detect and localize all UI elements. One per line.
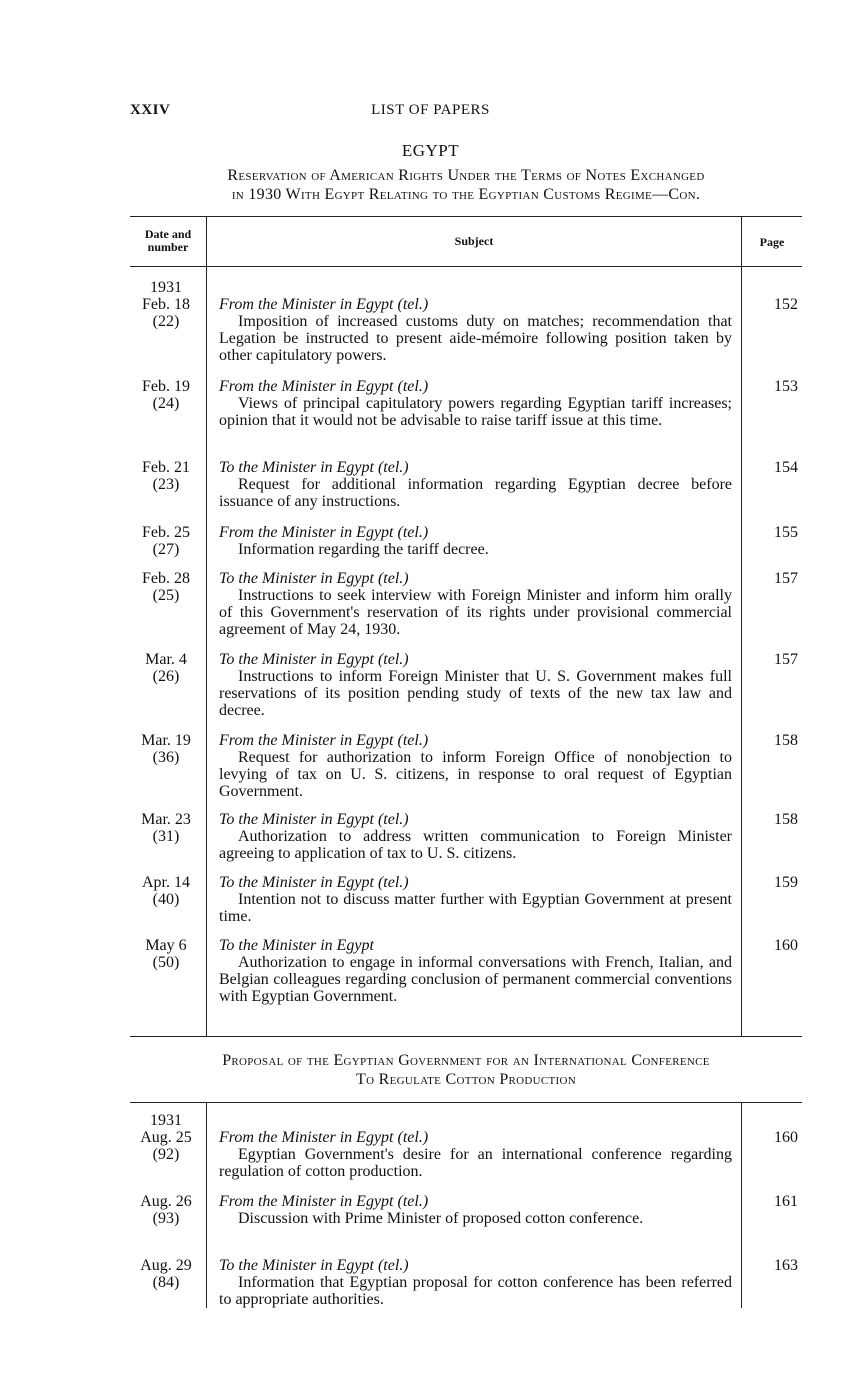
section-title-line: in 1930 With Egypt Relating to the Egyptian Customs Regime—Con.	[231, 186, 701, 203]
running-title: LIST OF PAPERS	[371, 102, 490, 118]
section-title-line: Reservation of American Rights Under the Terms of Notes Exchanged	[227, 167, 705, 184]
entry-subject	[219, 1193, 732, 1227]
section-title	[128, 166, 804, 204]
entry-date	[124, 524, 208, 558]
table-top-rule	[130, 1102, 802, 1103]
entry-date	[124, 1129, 208, 1163]
document-number: (26)	[152, 668, 180, 685]
entry-sender: To the Minister in Egypt (tel.)	[219, 570, 409, 587]
entry-sender: From the Minister in Egypt (tel.)	[219, 1129, 429, 1146]
entry-description: Imposition of increased customs duty on matches; recommendation that Legation be instructed to present aide-mémoire following position taken by other capitulatory powers.	[219, 313, 732, 364]
entry-description: Request for authorization to inform Foreign Office of nonobjection to levying of tax on U. S. citizens, in response to oral request of Egyptian Government.	[219, 749, 732, 800]
entry-description: Egyptian Government's desire for an international conference regarding regulation of cotton production.	[219, 1146, 732, 1180]
page-number: XXIV	[130, 102, 171, 118]
entry-page: 157	[774, 570, 798, 587]
date-text: Feb. 18	[142, 296, 190, 313]
entry-date	[124, 296, 208, 330]
document-number: (36)	[152, 749, 180, 766]
entry-sender: To the Minister in Egypt (tel.)	[219, 459, 409, 476]
date-text: Feb. 28	[142, 570, 190, 587]
date-text: Mar. 23	[141, 811, 191, 828]
document-number: (50)	[152, 954, 180, 971]
entry-sender: To the Minister in Egypt (tel.)	[219, 1257, 409, 1274]
page-column-header: Page	[759, 235, 785, 249]
document-number: (84)	[152, 1274, 180, 1291]
document-number: (92)	[152, 1146, 180, 1163]
entry-date	[124, 1193, 208, 1227]
entry-subject	[219, 378, 732, 429]
entry-sender: From the Minister in Egypt (tel.)	[219, 732, 429, 749]
entry-description: Authorization to address written communication to Foreign Minister agreeing to application of tax to U. S. citizens.	[219, 828, 732, 862]
table-bottom-rule	[130, 1036, 802, 1037]
date-text: Feb. 21	[142, 459, 190, 476]
entry-date	[124, 570, 208, 604]
date-text: Aug. 29	[140, 1257, 192, 1274]
entry-sender: From the Minister in Egypt (tel.)	[219, 524, 429, 541]
entry-sender: To the Minister in Egypt (tel.)	[219, 811, 409, 828]
entry-subject	[219, 811, 732, 862]
entry-description: Discussion with Prime Minister of proposed cotton conference.	[238, 1210, 644, 1227]
entry-page: 157	[774, 651, 798, 668]
document-number: (24)	[152, 395, 180, 412]
date-header-line: Date and	[144, 227, 192, 241]
document-number: (25)	[152, 587, 180, 604]
date-text: Aug. 26	[140, 1193, 192, 1210]
entry-sender: To the Minister in Egypt (tel.)	[219, 651, 409, 668]
column-divider	[741, 1102, 742, 1308]
entry-sender: From the Minister in Egypt (tel.)	[219, 378, 429, 395]
document-number: (22)	[152, 313, 180, 330]
entry-sender: From the Minister in Egypt (tel.)	[219, 1193, 429, 1210]
column-divider	[741, 216, 742, 1036]
entry-subject	[219, 874, 732, 925]
date-text: Feb. 25	[142, 524, 190, 541]
entry-page: 161	[774, 1193, 798, 1210]
section-title-line: Proposal of the Egyptian Government for an International Conference	[222, 1052, 710, 1069]
document-number: (23)	[152, 476, 180, 493]
entry-date	[124, 732, 208, 766]
entry-description: Authorization to engage in informal conversations with French, Italian, and Belgian colleagues regarding conclusion of permanent commercial conventions with Egyptian Government.	[219, 954, 732, 1005]
entry-date	[124, 378, 208, 412]
year-label: 1931	[150, 279, 182, 296]
entry-date	[124, 459, 208, 493]
date-text: Mar. 4	[145, 651, 187, 668]
entry-date	[124, 937, 208, 971]
entry-page: 158	[774, 811, 798, 828]
entry-date	[124, 811, 208, 845]
table-top-rule	[130, 216, 802, 217]
year-label: 1931	[150, 1112, 182, 1129]
entry-description: Views of principal capitulatory powers regarding Egyptian tariff increases; opinion that it would not be advisable to raise tariff issue at this time.	[219, 395, 732, 429]
entry-page: 163	[774, 1257, 798, 1274]
entry-subject	[219, 1129, 732, 1180]
section-title-line: To Regulate Cotton Production	[356, 1071, 576, 1088]
date-text: May 6	[145, 937, 187, 954]
entry-page: 154	[774, 459, 798, 476]
date-column-header	[130, 228, 206, 254]
entry-subject	[219, 570, 732, 638]
entry-subject	[219, 459, 732, 510]
entry-sender: From the Minister in Egypt (tel.)	[219, 296, 429, 313]
entry-date	[124, 1257, 208, 1291]
entry-subject	[219, 524, 732, 558]
entry-subject	[219, 732, 732, 800]
entry-description: Information that Egyptian proposal for cotton conference has been referred to appropriate authorities.	[219, 1274, 732, 1308]
entry-sender: To the Minister in Egypt (tel.)	[219, 874, 409, 891]
table-header-rule	[130, 266, 802, 267]
entry-page: 160	[774, 937, 798, 954]
country-heading: EGYPT	[401, 141, 460, 160]
entry-description: Intention not to discuss matter further with Egyptian Government at present time.	[219, 891, 732, 925]
entry-page: 153	[774, 378, 798, 395]
entry-page: 160	[774, 1129, 798, 1146]
document-number: (31)	[152, 828, 180, 845]
entry-description: Instructions to inform Foreign Minister that U. S. Government makes full reservations of its position pending study of texts of the new tax law and decree.	[219, 668, 732, 719]
document-number: (93)	[152, 1210, 180, 1227]
date-text: Apr. 14	[142, 874, 190, 891]
entry-sender: To the Minister in Egypt	[219, 937, 374, 954]
entry-page: 159	[774, 874, 798, 891]
entry-description: Request for additional information regarding Egyptian decree before issuance of any instructions.	[219, 476, 732, 510]
date-text: Feb. 19	[142, 378, 190, 395]
column-divider	[206, 216, 207, 1036]
number-header-line: number	[147, 240, 189, 254]
entry-page: 155	[774, 524, 798, 541]
document-number: (27)	[152, 541, 180, 558]
entry-subject	[219, 937, 732, 1005]
entry-description: Information regarding the tariff decree.	[238, 541, 489, 558]
entry-subject	[219, 296, 732, 364]
section-title	[128, 1051, 804, 1089]
date-text: Aug. 25	[140, 1129, 192, 1146]
document-number: (40)	[152, 891, 180, 908]
entry-page: 158	[774, 732, 798, 749]
entry-page: 152	[774, 296, 798, 313]
entry-subject	[219, 651, 732, 719]
date-text: Mar. 19	[141, 732, 191, 749]
entry-date	[124, 874, 208, 908]
entry-date	[124, 651, 208, 685]
subject-column-header: Subject	[454, 234, 494, 248]
entry-subject	[219, 1257, 732, 1308]
entry-description: Instructions to seek interview with Foreign Minister and inform him orally of this Government's reservation of its rights under provisional commercial agreement of May 24, 1930.	[219, 587, 732, 638]
